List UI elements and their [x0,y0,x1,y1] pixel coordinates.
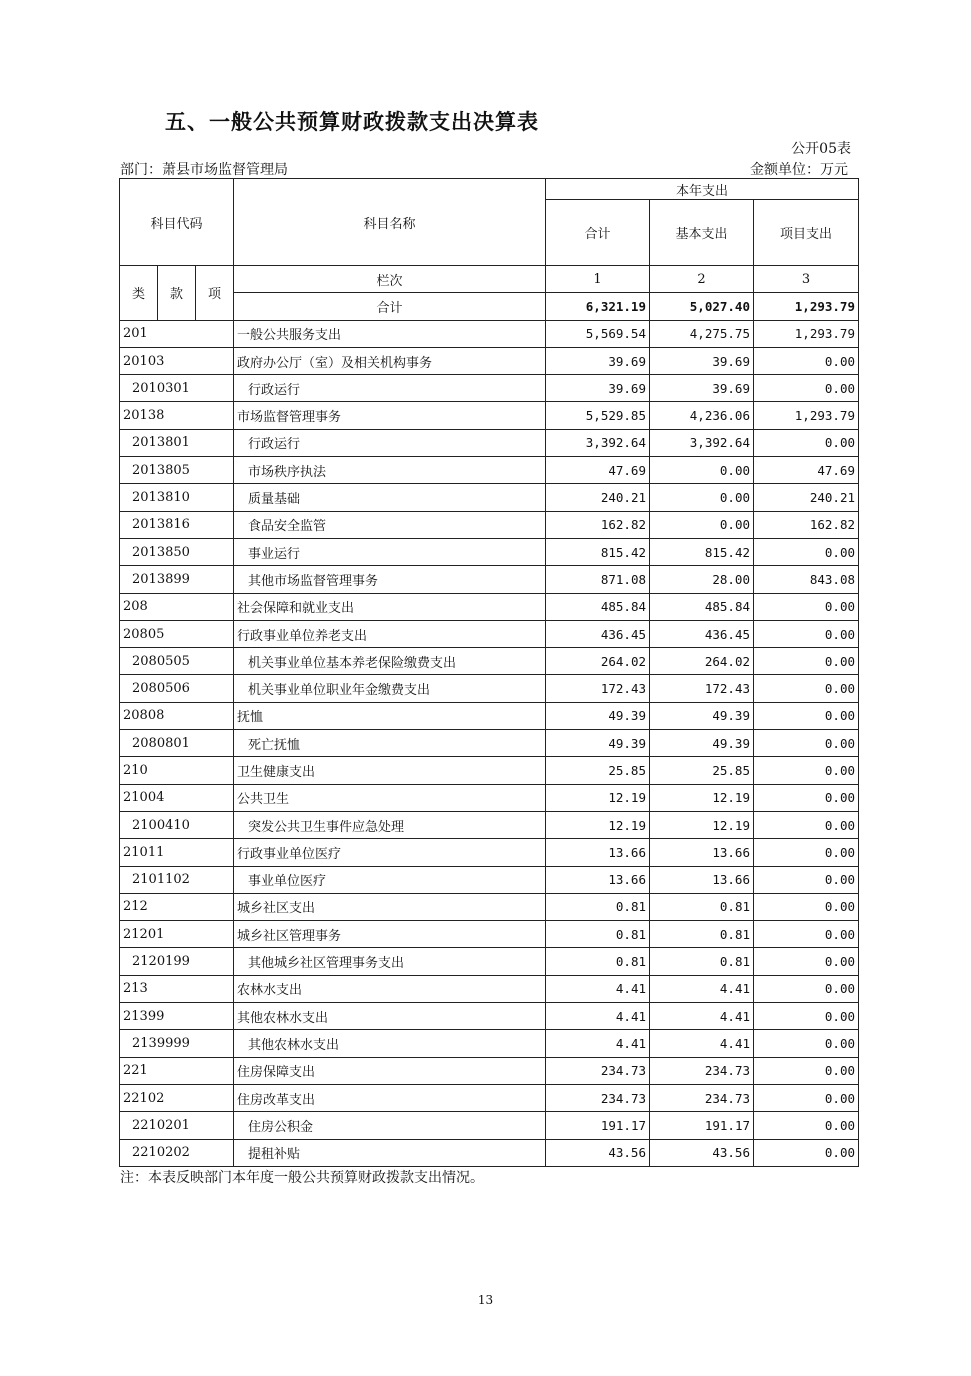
row-basic: 4.41 [650,1030,754,1057]
row-project: 0.00 [754,757,859,784]
row-name: 食品安全监管 [234,511,546,538]
table-row [120,648,859,675]
row-basic: 815.42 [650,538,754,565]
row-basic: 0.00 [650,511,754,538]
row-basic: 4,275.75 [650,320,754,347]
row-name: 其他城乡社区管理事务支出 [234,948,546,975]
row-name: 市场秩序执法 [234,457,546,484]
table-row [120,702,859,729]
row-code: 210 [120,757,234,784]
row-code: 20103 [120,347,234,374]
row-project: 0.00 [754,784,859,811]
row-code: 21201 [120,921,234,948]
table-row [120,757,859,784]
row-total: 12.19 [546,811,650,838]
row-name: 住房改革支出 [234,1084,546,1111]
row-name: 其他市场监督管理事务 [234,566,546,593]
row-basic: 28.00 [650,566,754,593]
row-name: 质量基础 [234,484,546,511]
row-project: 0.00 [754,347,859,374]
row-code: 212 [120,893,234,920]
row-total: 162.82 [546,511,650,538]
row-project: 47.69 [754,457,859,484]
table-row [120,1030,859,1057]
row-basic: 234.73 [650,1057,754,1084]
row-code: 22102 [120,1084,234,1111]
row-project: 0.00 [754,429,859,456]
header-total: 合计 [546,200,650,266]
row-name: 城乡社区管理事务 [234,921,546,948]
row-name: 社会保障和就业支出 [234,593,546,620]
total-row-project: 1,293.79 [754,293,859,320]
row-project: 0.00 [754,538,859,565]
row-code: 2100410 [120,811,234,838]
row-basic: 13.66 [650,866,754,893]
row-project: 1,293.79 [754,402,859,429]
header-column-row: 栏次 [234,266,546,293]
table-note: 注：本表反映部门本年度一般公共预算财政拨款支出情况。 [120,1170,484,1186]
form-number: 公开05表 [791,141,851,157]
table-row [120,893,859,920]
table-row [120,1003,859,1030]
row-name: 政府办公厅（室）及相关机构事务 [234,347,546,374]
row-code: 2080505 [120,648,234,675]
row-basic: 12.19 [650,784,754,811]
table-row [120,730,859,757]
table-row [120,593,859,620]
header-subject-code: 科目代码 [120,179,234,266]
row-code: 2010301 [120,375,234,402]
row-total: 485.84 [546,593,650,620]
row-basic: 25.85 [650,757,754,784]
total-row-basic: 5,027.40 [650,293,754,320]
header-current-year: 本年支出 [546,179,859,200]
row-project: 0.00 [754,675,859,702]
row-basic: 191.17 [650,1112,754,1139]
table-row [120,320,859,347]
row-name: 抚恤 [234,702,546,729]
row-project: 0.00 [754,811,859,838]
row-total: 12.19 [546,784,650,811]
row-code: 2139999 [120,1030,234,1057]
row-name: 行政运行 [234,375,546,402]
row-code: 20138 [120,402,234,429]
table-row [120,675,859,702]
header-xiang: 项 [196,266,234,321]
row-basic: 0.81 [650,948,754,975]
row-basic: 49.39 [650,730,754,757]
row-name: 农林水支出 [234,975,546,1002]
row-name: 住房保障支出 [234,1057,546,1084]
row-basic: 49.39 [650,702,754,729]
row-basic: 4.41 [650,975,754,1002]
header-col1: 1 [546,266,650,293]
row-project: 0.00 [754,975,859,1002]
row-name: 提租补贴 [234,1139,546,1166]
row-total: 5,529.85 [546,402,650,429]
table-row [120,457,859,484]
header-subject-name: 科目名称 [234,179,546,266]
row-project: 0.00 [754,375,859,402]
row-project: 0.00 [754,1112,859,1139]
row-total: 49.39 [546,730,650,757]
row-basic: 436.45 [650,620,754,647]
header-project: 项目支出 [754,200,859,266]
row-name: 行政运行 [234,429,546,456]
table-row [120,566,859,593]
row-project: 0.00 [754,620,859,647]
row-total: 47.69 [546,457,650,484]
table-row [120,538,859,565]
row-project: 0.00 [754,1057,859,1084]
row-total: 3,392.64 [546,429,650,456]
row-total: 0.81 [546,948,650,975]
header-kuan: 款 [158,266,196,321]
row-name: 一般公共服务支出 [234,320,546,347]
row-code: 20808 [120,702,234,729]
header-col2: 2 [650,266,754,293]
row-basic: 234.73 [650,1084,754,1111]
row-total: 13.66 [546,839,650,866]
row-total: 0.81 [546,893,650,920]
row-basic: 0.00 [650,484,754,511]
row-name: 其他农林水支出 [234,1030,546,1057]
row-name: 突发公共卫生事件应急处理 [234,811,546,838]
row-name: 卫生健康支出 [234,757,546,784]
row-name: 市场监督管理事务 [234,402,546,429]
row-name: 城乡社区支出 [234,893,546,920]
row-code: 2080801 [120,730,234,757]
row-name: 行政事业单位养老支出 [234,620,546,647]
row-code: 2013850 [120,538,234,565]
row-code: 2013805 [120,457,234,484]
row-total: 4.41 [546,975,650,1002]
row-basic: 3,392.64 [650,429,754,456]
row-basic: 39.69 [650,347,754,374]
row-project: 0.00 [754,893,859,920]
page-number: 13 [477,1293,494,1307]
table-row [120,620,859,647]
row-total: 43.56 [546,1139,650,1166]
table-row [120,375,859,402]
row-name: 机关事业单位基本养老保险缴费支出 [234,648,546,675]
row-code: 2101102 [120,866,234,893]
department-label: 部门：萧县市场监督管理局 [120,162,288,178]
row-project: 1,293.79 [754,320,859,347]
row-code: 21399 [120,1003,234,1030]
row-name: 公共卫生 [234,784,546,811]
table-row [120,402,859,429]
row-project: 0.00 [754,593,859,620]
row-code: 2120199 [120,948,234,975]
table-row [120,921,859,948]
page-title: 五、一般公共预算财政拨款支出决算表 [165,110,539,134]
row-basic: 172.43 [650,675,754,702]
row-code: 2013899 [120,566,234,593]
row-project: 0.00 [754,839,859,866]
row-total: 234.73 [546,1057,650,1084]
row-code: 201 [120,320,234,347]
row-total: 4.41 [546,1030,650,1057]
row-project: 0.00 [754,866,859,893]
row-project: 0.00 [754,1003,859,1030]
table-row [120,866,859,893]
header-lei: 类 [120,266,158,321]
row-name: 其他农林水支出 [234,1003,546,1030]
row-total: 240.21 [546,484,650,511]
row-code: 21011 [120,839,234,866]
row-basic: 0.81 [650,921,754,948]
row-total: 815.42 [546,538,650,565]
table-body [120,320,859,1166]
row-code: 2013801 [120,429,234,456]
row-total: 191.17 [546,1112,650,1139]
expenditure-table [119,178,859,1167]
row-total: 172.43 [546,675,650,702]
row-code: 2210201 [120,1112,234,1139]
row-name: 住房公积金 [234,1112,546,1139]
row-code: 2013816 [120,511,234,538]
row-total: 39.69 [546,347,650,374]
row-total: 436.45 [546,620,650,647]
row-project: 0.00 [754,730,859,757]
row-basic: 0.81 [650,893,754,920]
row-project: 0.00 [754,948,859,975]
row-total: 5,569.54 [546,320,650,347]
table-row [120,429,859,456]
row-project: 0.00 [754,648,859,675]
table-row [120,1112,859,1139]
total-row-total: 6,321.19 [546,293,650,320]
row-basic: 4.41 [650,1003,754,1030]
row-total: 234.73 [546,1084,650,1111]
table-row [120,511,859,538]
table-row [120,1057,859,1084]
row-project: 843.08 [754,566,859,593]
row-basic: 0.00 [650,457,754,484]
row-code: 2013810 [120,484,234,511]
row-code: 20805 [120,620,234,647]
row-code: 208 [120,593,234,620]
row-total: 264.02 [546,648,650,675]
table-row [120,839,859,866]
row-code: 21004 [120,784,234,811]
row-total: 0.81 [546,921,650,948]
row-total: 4.41 [546,1003,650,1030]
row-project: 0.00 [754,1139,859,1166]
row-basic: 4,236.06 [650,402,754,429]
row-name: 机关事业单位职业年金缴费支出 [234,675,546,702]
row-code: 2210202 [120,1139,234,1166]
row-code: 213 [120,975,234,1002]
row-project: 0.00 [754,1084,859,1111]
table-row [120,347,859,374]
row-project: 0.00 [754,1030,859,1057]
row-name: 行政事业单位医疗 [234,839,546,866]
row-basic: 264.02 [650,648,754,675]
row-basic: 12.19 [650,811,754,838]
row-project: 240.21 [754,484,859,511]
total-row-label: 合计 [234,293,546,320]
row-basic: 39.69 [650,375,754,402]
row-name: 事业运行 [234,538,546,565]
row-total: 871.08 [546,566,650,593]
row-name: 死亡抚恤 [234,730,546,757]
row-project: 0.00 [754,702,859,729]
row-project: 0.00 [754,921,859,948]
row-project: 162.82 [754,511,859,538]
row-total: 13.66 [546,866,650,893]
row-code: 221 [120,1057,234,1084]
header-basic: 基本支出 [650,200,754,266]
row-total: 49.39 [546,702,650,729]
table-row [120,784,859,811]
amount-unit-label: 金额单位：万元 [750,162,848,178]
table-row [120,811,859,838]
row-basic: 485.84 [650,593,754,620]
table-row [120,484,859,511]
row-code: 2080506 [120,675,234,702]
row-total: 25.85 [546,757,650,784]
row-basic: 13.66 [650,839,754,866]
table-row [120,1084,859,1111]
table-row [120,948,859,975]
table-row [120,1139,859,1166]
row-total: 39.69 [546,375,650,402]
table-row [120,975,859,1002]
row-basic: 43.56 [650,1139,754,1166]
row-name: 事业单位医疗 [234,866,546,893]
header-col3: 3 [754,266,859,293]
